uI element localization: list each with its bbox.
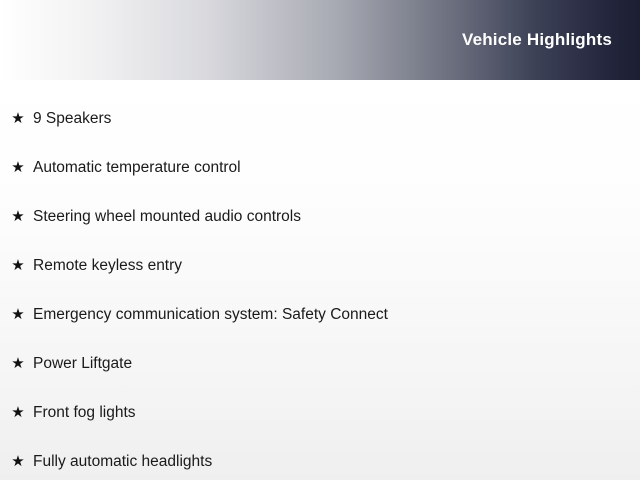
feature-label: Emergency communication system: Safety Connect — [33, 305, 388, 323]
star-icon: ★ — [11, 110, 25, 127]
list-item — [0, 290, 640, 339]
star-icon: ★ — [11, 257, 25, 274]
list-item — [0, 388, 640, 437]
feature-list — [0, 80, 640, 486]
feature-label: Fully automatic headlights — [33, 452, 213, 470]
star-icon: ★ — [11, 404, 25, 421]
list-item — [0, 241, 640, 290]
feature-label: Steering wheel mounted audio controls — [33, 207, 301, 225]
star-icon: ★ — [11, 306, 25, 323]
list-item — [0, 437, 640, 486]
star-icon: ★ — [11, 159, 25, 176]
highlights-content — [0, 80, 640, 480]
feature-label: Front fog lights — [33, 403, 136, 421]
page-title: Vehicle Highlights — [461, 30, 612, 49]
feature-label: 9 Speakers — [33, 109, 112, 127]
feature-label: Power Liftgate — [33, 354, 133, 372]
panel-header — [0, 0, 640, 80]
list-item — [0, 143, 640, 192]
list-item — [0, 339, 640, 388]
star-icon: ★ — [11, 208, 25, 225]
list-item — [0, 192, 640, 241]
star-icon: ★ — [11, 355, 25, 372]
feature-label: Remote keyless entry — [33, 256, 183, 274]
star-icon: ★ — [11, 453, 25, 470]
feature-label: Automatic temperature control — [33, 158, 241, 176]
list-item — [0, 94, 640, 143]
